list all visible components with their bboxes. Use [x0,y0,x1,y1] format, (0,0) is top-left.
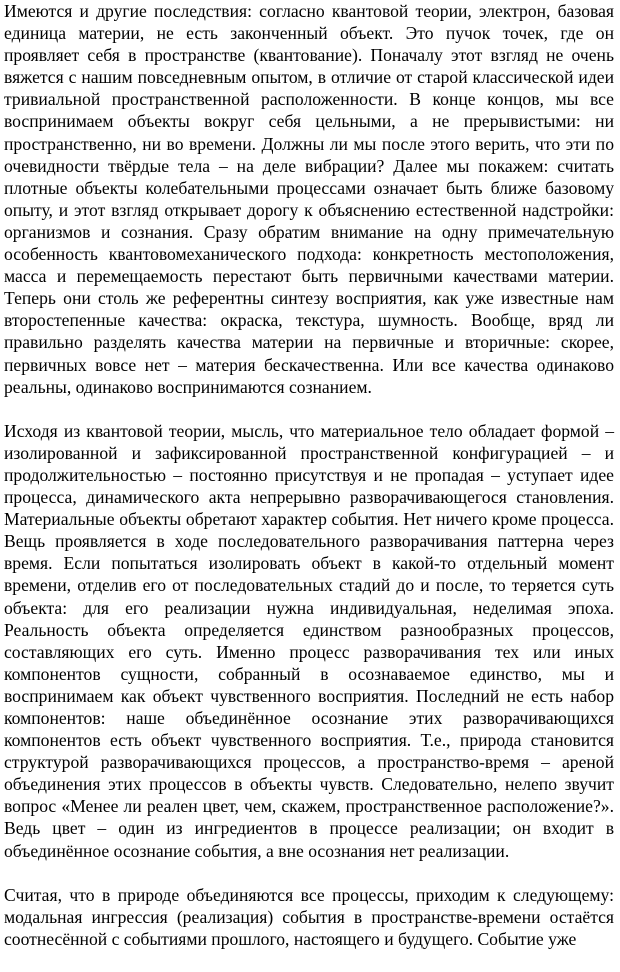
document-page [4,0,614,972]
paragraph-2: Исходя из квантовой теории, мысль, что материальное тело обладает формой – изолированной и зафиксированной пространственной конфигурацией – и продолжительностью – постоянно присутствуя и не пропадая – уступает идее процесса, динамического акта непрерывно разворачивающегося становления. Материальные объекты обретают характер события. Нет ничего кроме процесса. Вещь проявляется в ходе последовательного разворачивания паттерна через время. Если попытаться изолировать объект в какой-то отдельный момент времени, отделив его от последовательных стадий до и после, то теряется суть объекта: для его реализации нужна индивидуальная, неделимая эпоха. Реальность объекта определяется единством разнообразных процессов, составляющих его суть. Именно процесс разворачивания тех или иных компонентов сущности, собранный в осознаваемое единство, мы и воспринимаем как объект чувственного восприятия. Последний не есть набор компонентов: наше объединённое осознание этих разворачивающихся компонентов есть объект чувственного восприятия. Т.е., природа становится структурой разворачивающихся процессов, а пространство-время – ареной объединения этих процессов в объекты чувств. Следовательно, нелепо звучит вопрос «Менее ли реален цвет, чем, скажем, пространственное расположение?». Ведь цвет – один из ингредиентов в процессе реализации; он входит в объединённое осознание события, а вне осознания нет реализации. [4,420,614,861]
paragraph-1: Имеются и другие последствия: согласно квантовой теории, электрон, базовая единица материи, не есть законченный объект. Это пучок точек, где он проявляет себя в пространстве (квантование). Поначалу этот взгляд не очень вяжется с нашим повседневным опытом, в отличие от старой классической идеи тривиальной пространственной расположенности. В конце концов, мы все воспринимаем объекты вокруг себя цельными, а не прерывистыми: ни пространственно, ни во времени. Должны ли мы после этого верить, что эти по очевидности твёрдые тела – на деле вибрации? Далее мы покажем: считать плотные объекты колебательными процессами означает быть ближе базовому опыту, и этот взгляд открывает дорогу к объяснению естественной надстройки: организмов и сознания. Сразу обратим внимание на одну примечательную особенность квантовомеханического подхода: конкретность местоположения, масса и перемещаемость перестают быть первичными качествами материи. Теперь они столь же референтны синтезу восприятия, как уже известные нам второстепенные качества: окраска, текстура, шумность. Вообще, вряд ли правильно разделять качества материи на первичные и вторичные: скорее, первичных вовсе нет – материя бескачественна. Или все качества одинаково реальны, одинаково воспринимаются сознанием. [4,1,614,397]
paragraph-3: Считая, что в природе объединяются все процессы, приходим к следующему: модальная ингрессия (реализация) события в пространстве-времени остаётся соотнесённой с событиями прошлого, настоящего и будущего. Событие уже [4,884,614,949]
